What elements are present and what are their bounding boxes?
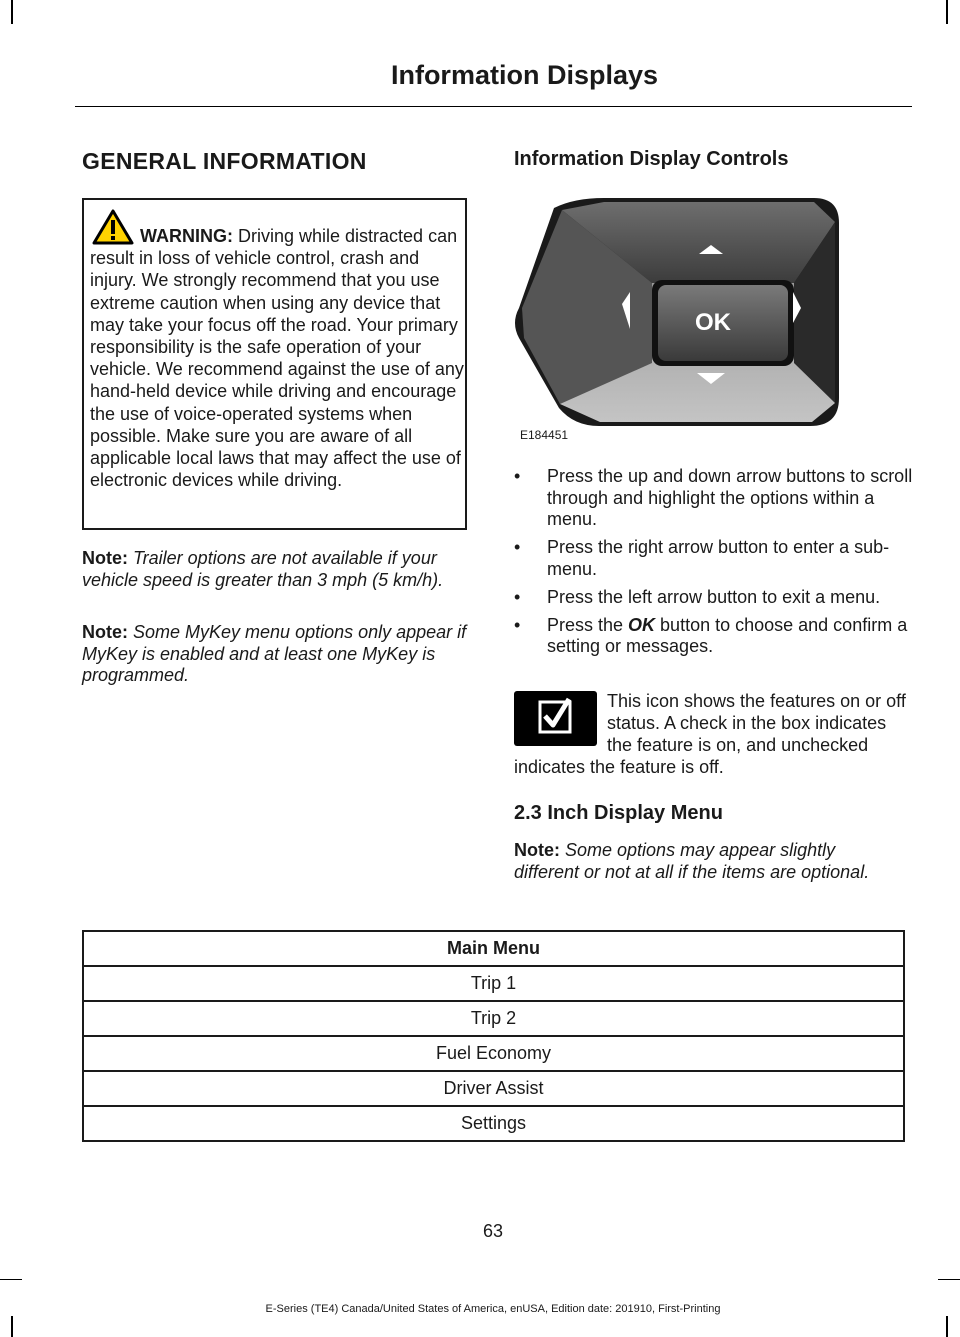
crop-mark [946,0,948,24]
table-row: Trip 1 [83,966,904,1001]
directional-pad-figure [514,198,844,448]
display-menu-heading: 2.3 Inch Display Menu [514,802,723,824]
warning-box [82,198,467,530]
note-optional-items: Note: Some options may appear slightly different or not at all if the items are optional. [514,840,870,882]
list-item: • Press the left arrow button to exit a menu. [514,587,914,609]
main-menu-table [82,930,905,1142]
figure-id: E184451 [520,428,569,442]
table-header: Main Menu [83,931,904,966]
controls-bullet-list [514,466,914,664]
warning-text [90,225,464,491]
table-row: Settings [83,1106,904,1141]
checkbox-icon-description: This icon shows the features on or off status. A check in the box indicates the feature is on, and unchecked indicates the feature is off. [514,691,906,777]
crop-mark [0,1279,22,1280]
header-divider [75,106,912,107]
table-row: Fuel Economy [83,1036,904,1071]
note-trailer: Note: Trailer options are not available if your vehicle speed is greater than 3 mph (5 km/h). [82,548,444,590]
controls-heading: Information Display Controls [514,148,789,170]
page-header-title: Information Displays [390,60,658,90]
list-item: • Press the up and down arrow buttons to scroll through and highlight the options within a menu. [514,466,914,531]
note-mykey: Note: Some MyKey menu options only appear if MyKey is enabled and at least one MyKey is programmed. [82,622,467,685]
crop-mark [938,1279,960,1280]
warning-label: WARNING: [140,226,233,246]
general-information-heading: GENERAL INFORMATION [82,148,367,174]
page-number: 63 [482,1221,504,1241]
warning-body: Driving while distracted can result in loss of vehicle control, crash and injury. We strongly recommend that you use extreme caution when using any device that may take your focus off the road. Your primary responsibility is the safe operation of your vehicle. We recommend against the use of any hand-held device while driving and encourage the use of voice-operated systems when possible. Make sure you are aware of all applicable local laws that may affect the use of electronic devices while driving. [90,226,464,491]
table-row: Trip 2 [83,1001,904,1036]
ok-button-label: OK [695,309,731,336]
edition-footer: E-Series (TE4) Canada/United States of America, enUSA, Edition date: 201910, First-Printing [265,1303,721,1315]
crop-mark [946,1316,948,1337]
table-row: Driver Assist [83,1071,904,1106]
list-item: • Press the right arrow button to enter a sub-menu. [514,537,914,580]
list-item: • Press the OK button to choose and confirm a setting or messages. [514,615,914,658]
crop-mark [11,1316,13,1337]
crop-mark [11,0,13,24]
